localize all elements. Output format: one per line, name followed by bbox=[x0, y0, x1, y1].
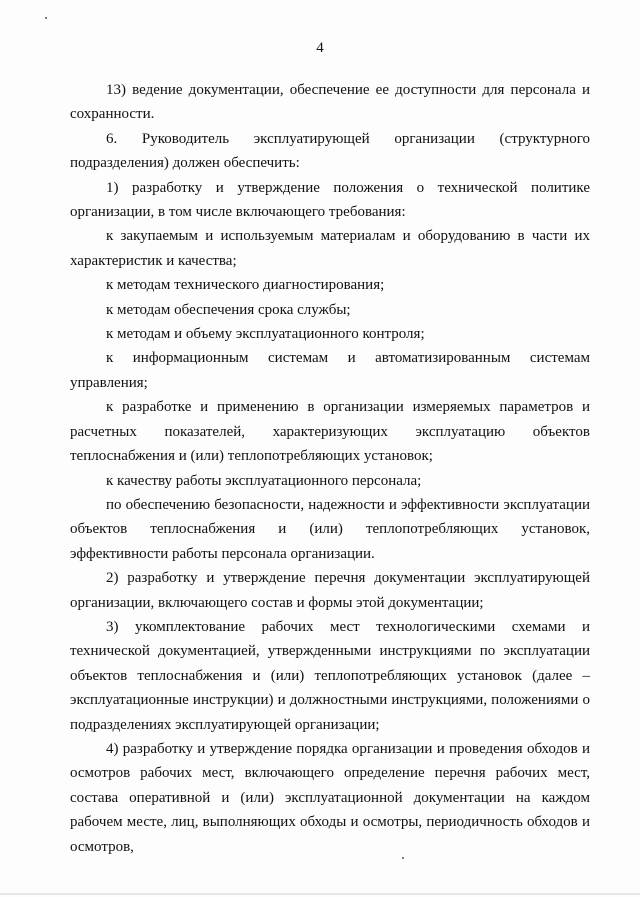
scan-speck bbox=[45, 17, 47, 19]
paragraph-requirement-service-life: к методам обеспечения срока службы; bbox=[106, 301, 351, 318]
paragraph-item-1: 1) разработку и утверждение положения о технической политике организации, в том числе включающего требования: bbox=[70, 179, 590, 221]
paragraph-requirement-safety: по обеспечению безопасности, надежности и эффективности эксплуатации объектов теплоснабжения и (или) теплопотребляющих установок, эффективности работы персонала организации. bbox=[70, 496, 590, 562]
paragraph-item-13: 13) ведение документации, обеспечение ее доступности для персонала и сохранности. bbox=[70, 82, 590, 123]
paragraph-item-2: 2) разработку и утверждение перечня документации эксплуатирующей организации, включающего состав и формы этой документации; bbox=[70, 570, 590, 611]
paragraph-requirement-diagnostics: к методам технического диагностирования; bbox=[106, 277, 385, 294]
page-number: 4 bbox=[316, 40, 324, 56]
paragraph-item-4: 4) разработку и утверждение порядка организации и проведения обходов и осмотров рабочих мест, включающего определение перечня рабочих мест, состава оперативной и (или) эксплуатационной документации на каждом рабочем месте, лиц, выполняющих обходы и осмотры, периодичность обходов и осмотров, bbox=[70, 740, 590, 855]
paragraph-section-6: 6. Руководитель эксплуатирующей организации (структурного подразделения) должен обеспечить: bbox=[70, 130, 590, 172]
paragraph-requirement-control: к методам и объему эксплуатационного контроля; bbox=[106, 326, 425, 343]
paragraph-requirement-personnel-quality: к качеству работы эксплуатационного персонала; bbox=[106, 472, 422, 489]
paragraph-item-3: 3) укомплектование рабочих мест технологическими схемами и технической документацией, утвержденными инструкциями по эксплуатации объектов теплоснабжения и (или) теплопотребляющих установок (далее – эксплуатационные инструкции) и должностными инструкциями, положениями о подразделениях эксплуатирующей организации; bbox=[70, 618, 590, 733]
paragraph-requirement-info-systems: к информационным системам и автоматизированным системам управления; bbox=[70, 350, 590, 391]
paragraph-requirement-parameters: к разработке и применению в организации измеряемых параметров и расчетных показателей, характеризующих эксплуатацию объектов теплоснабжения и (или) теплопотребляющих установок; bbox=[70, 399, 590, 465]
paragraph-requirement-materials: к закупаемым и используемым материалам и оборудованию в части их характеристик и качества; bbox=[70, 228, 590, 269]
document-body bbox=[70, 78, 590, 859]
scan-bottom-edge bbox=[0, 893, 640, 895]
